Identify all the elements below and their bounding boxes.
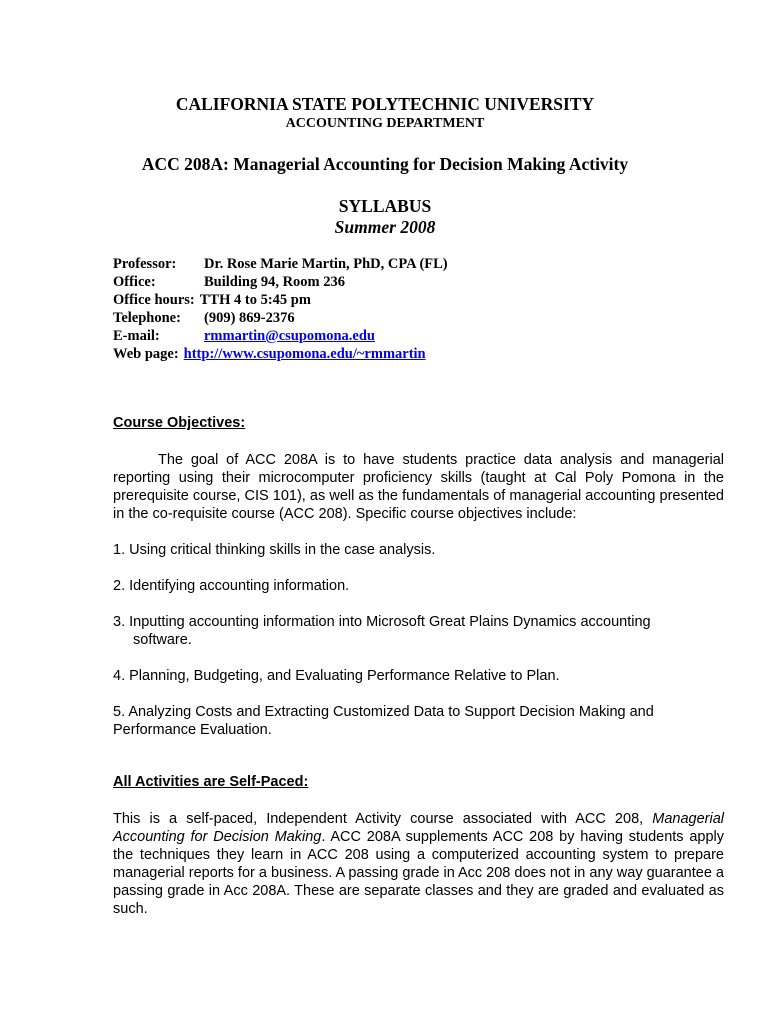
email-label: E-mail: — [113, 328, 160, 344]
self-paced-heading: All Activities are Self-Paced: — [113, 774, 309, 790]
professor-row — [113, 255, 448, 273]
office-hours-row — [113, 291, 311, 309]
web-page-row — [113, 345, 426, 363]
telephone-label: Telephone: — [113, 310, 181, 326]
professor-label: Professor: — [113, 256, 177, 272]
syllabus-title: SYLLABUS — [338, 196, 432, 216]
web-page-link[interactable]: http://www.csupomona.edu/~rmmartin — [183, 346, 426, 362]
objectives-intro: The goal of ACC 208A is to have students practice data analysis and managerial reporting using their microcomputer proficiency skills (taught at Cal Poly Pomona in the prerequisite course, CIS 101), as well as the fundamentals of managerial accounting presented in the co-requisite course (ACC 208). Specific course objectives include: — [113, 452, 724, 522]
course-title: ACC 208A: Managerial Accounting for Decision Making Activity — [141, 154, 629, 174]
email-row — [113, 327, 375, 345]
objective-item-3-line2: software. — [133, 632, 192, 648]
objective-item-5: 5. Analyzing Costs and Extracting Customized Data to Support Decision Making and Performance Evaluation. — [113, 704, 654, 738]
self-paced-text-end: . ACC 208A supplements ACC 208 by having students apply the techniques they learn in ACC 208 using a computerized accounting system to prepare managerial reports for a business. A passing grade in Acc 208 does not in any way guarantee a passing grade in Acc 208A. These are separate classes and they are graded and evaluated as such. — [113, 829, 725, 917]
telephone-row — [113, 309, 295, 327]
office-hours-label: Office hours: — [113, 292, 195, 308]
objective-item-1: 1. Using critical thinking skills in the case analysis. — [113, 542, 436, 558]
university-title: CALIFORNIA STATE POLYTECHNIC UNIVERSITY — [175, 94, 595, 114]
office-hours-value: TTH 4 to 5:45 pm — [199, 292, 311, 308]
self-paced-course-name: Managerial Accounting for Decision Making — [113, 811, 724, 845]
course-objectives-heading: Course Objectives: — [113, 415, 246, 431]
telephone-value: (909) 869-2376 — [204, 310, 295, 326]
objective-item-3 — [113, 613, 724, 649]
self-paced-text-start: This is a self-paced, Independent Activity course associated with ACC 208, — [113, 811, 653, 827]
objective-item-2: 2. Identifying accounting information. — [113, 578, 350, 594]
email-link[interactable]: rmmartin@csupomona.edu — [204, 328, 375, 344]
office-label: Office: — [113, 274, 156, 290]
professor-value: Dr. Rose Marie Martin, PhD, CPA (FL) — [204, 256, 448, 272]
office-row — [113, 273, 345, 291]
objective-item-4: 4. Planning, Budgeting, and Evaluating Performance Relative to Plan. — [113, 668, 560, 684]
web-page-label: Web page: — [113, 346, 179, 362]
department-title: ACCOUNTING DEPARTMENT — [285, 116, 485, 131]
office-value: Building 94, Room 236 — [204, 274, 345, 290]
self-paced-paragraph — [113, 810, 724, 918]
objective-item-3-line1: 3. Inputting accounting information into Microsoft Great Plains Dynamics accounting — [113, 614, 651, 630]
term-title: Summer 2008 — [334, 217, 436, 237]
